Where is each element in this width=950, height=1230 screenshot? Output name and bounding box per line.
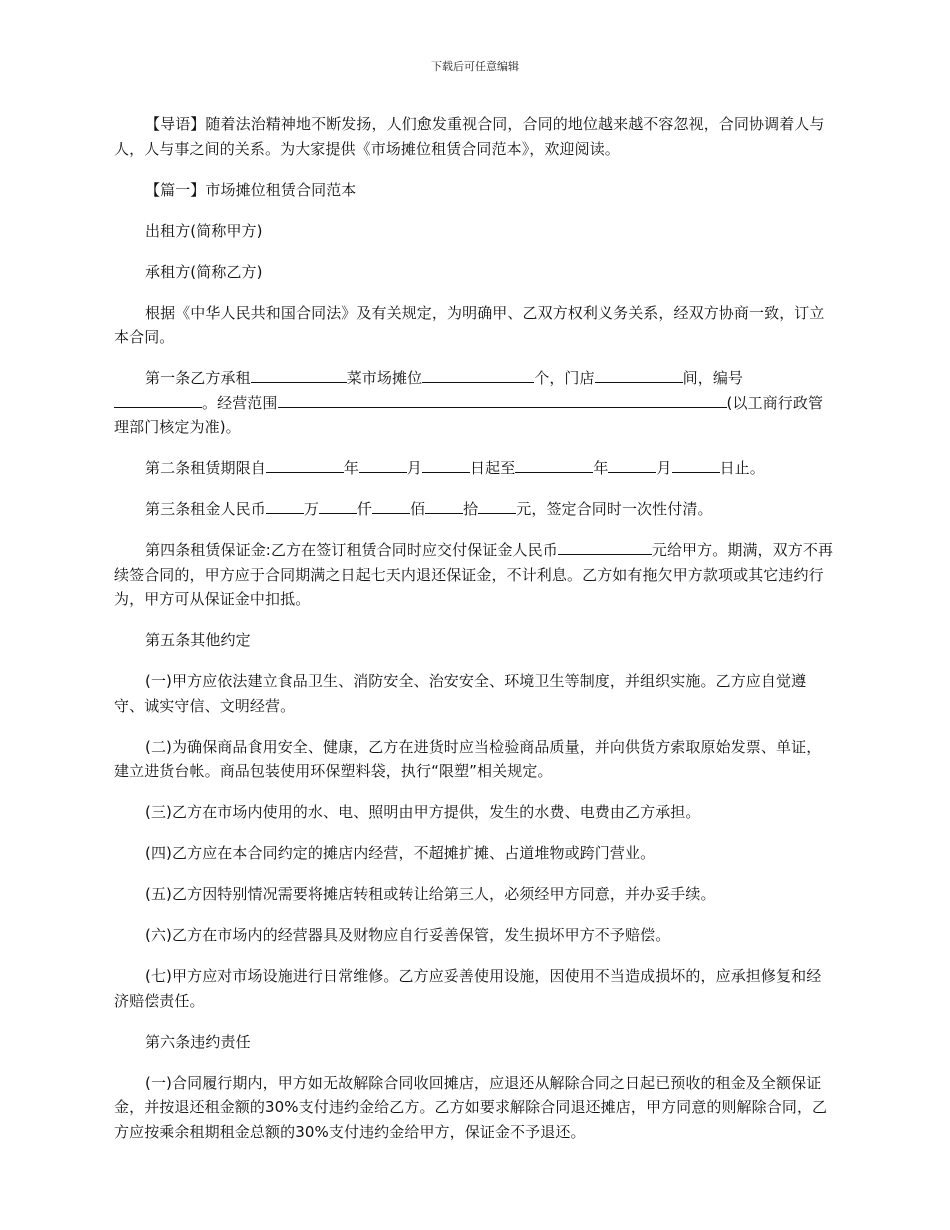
article-1-text: (以工商行政管理部门核定为准)。: [114, 393, 824, 436]
blank-field: [114, 392, 202, 408]
article-1-text: 个，门店: [534, 369, 595, 387]
article-3-text: 元，签定合同时一次性付清。: [516, 500, 713, 518]
blank-field: [422, 367, 534, 383]
article-3-text: 万: [303, 500, 319, 518]
article-1-text: 菜市场摊位: [346, 369, 423, 387]
blank-field: [595, 367, 683, 383]
clause: (六)乙方在市场内的经营器具及财物应自行妥善保管，发生损坏甲方不予赔偿。: [145, 926, 671, 944]
blank-field: [266, 498, 304, 514]
blank-field: [515, 457, 593, 473]
blank-field: [359, 457, 407, 473]
article-3-text: 拾: [463, 500, 479, 518]
clause: (五)乙方因特别情况需要将摊店转租或转让给第三人，必须经甲方同意，并办妥手续。: [145, 885, 716, 903]
clause: (一)合同履行期内，甲方如无故解除合同收回摊店，应退还从解除合同之日起已预收的租金及全额保证金，并按退还租金额的30%支付违约金给乙方。乙方如要求解除合同退还摊店，甲方同意的则解除合同，乙方应按乘余租期租金总额的30%支付违约金给甲方，保证金不予退还。: [114, 1073, 828, 1141]
article-3: [114, 497, 836, 522]
blank-field: [266, 457, 344, 473]
article-2-text: 月: [406, 459, 423, 477]
article-2: [114, 456, 836, 481]
clause: (七)甲方应对市场设施进行日常维修。乙方应妥善使用设施，因使用不当造成损坏的，应承担修复和经济赔偿责任。: [114, 967, 822, 1010]
section-title: 【篇一】市场摊位租赁合同范本: [145, 180, 357, 199]
clause: (四)乙方应在本合同约定的摊店内经营，不超摊扩摊、占道堆物或跨门营业。: [145, 844, 656, 862]
article-5-heading: 第五条其他约定: [145, 631, 251, 649]
clause: (三)乙方在市场内使用的水、电、照明由甲方提供，发生的水费、电费由乙方承担。: [145, 803, 701, 821]
blank-field: [672, 457, 720, 473]
article-2-text: 日起至: [470, 459, 516, 477]
blank-field: [425, 498, 463, 514]
article-2-text: 月: [656, 459, 672, 477]
article-4: [114, 538, 836, 612]
article-4-text: 第四条租赁保证金:乙方在签订租赁合同时应交付保证金人民币: [145, 541, 558, 559]
intro-paragraph: 【导语】随着法治精神地不断发扬，人们愈发重视合同，合同的地位越来越不容忽视，合同协调着人与人，人与事之间的关系。为大家提供《市场摊位租赁合同范本》，欢迎阅读。: [114, 115, 825, 158]
blank-field: [422, 457, 470, 473]
basis-paragraph: 根据《中华人民共和国合同法》及有关规定，为明确甲、乙双方权利义务关系，经双方协商一致，订立本合同。: [114, 303, 825, 346]
blank-field: [319, 498, 357, 514]
article-2-text: 第二条租赁期限自: [145, 459, 266, 477]
clause: (二)为确保商品食用安全、健康，乙方在进货时应当检验商品质量，并向供货方索取原始发票、单证，建立进货台帐。商品包装使用环保塑料袋，执行“限塑”相关规定。: [114, 737, 822, 780]
article-3-text: 第三条租金人民币: [145, 500, 266, 518]
article-2-text: 年: [343, 459, 359, 477]
lessee-line: 承租方(简称乙方): [145, 262, 263, 281]
article-6-heading: 第六条违约责任: [145, 1032, 251, 1051]
article-2-text: 年: [593, 459, 609, 477]
article-1: [114, 366, 836, 440]
article-1-text: 。经营范围: [202, 393, 278, 412]
blank-field: [372, 498, 410, 514]
document-body: [114, 112, 836, 1161]
article-3-text: 仟: [356, 500, 373, 518]
article-1-text: 间，编号: [682, 369, 744, 387]
article-3-text: 佰: [410, 500, 426, 518]
blank-field: [251, 367, 347, 383]
article-1-text: 第一条乙方承租: [145, 369, 251, 387]
blank-field: [478, 498, 516, 514]
lessor-line: 出租方(简称甲方): [145, 221, 263, 240]
blank-field: [608, 457, 656, 473]
article-4-text: 元给甲方。期满，双方不再续签合同的，甲方应于合同期满之日起七天内退还保证金，不计利息。乙方如有拖欠甲方款项或其它违约行为，甲方可从保证金中扣抵。: [114, 541, 834, 608]
page-header: 下载后可任意编辑: [431, 60, 519, 73]
clause: (一)甲方应依法建立食品卫生、消防安全、治安安全、环境卫生等制度，并组织实施。乙方应自觉遵守、诚实守信、文明经营。: [114, 672, 807, 715]
blank-field: [278, 392, 727, 408]
blank-field: [558, 539, 652, 555]
article-2-text: 日止。: [719, 459, 765, 477]
